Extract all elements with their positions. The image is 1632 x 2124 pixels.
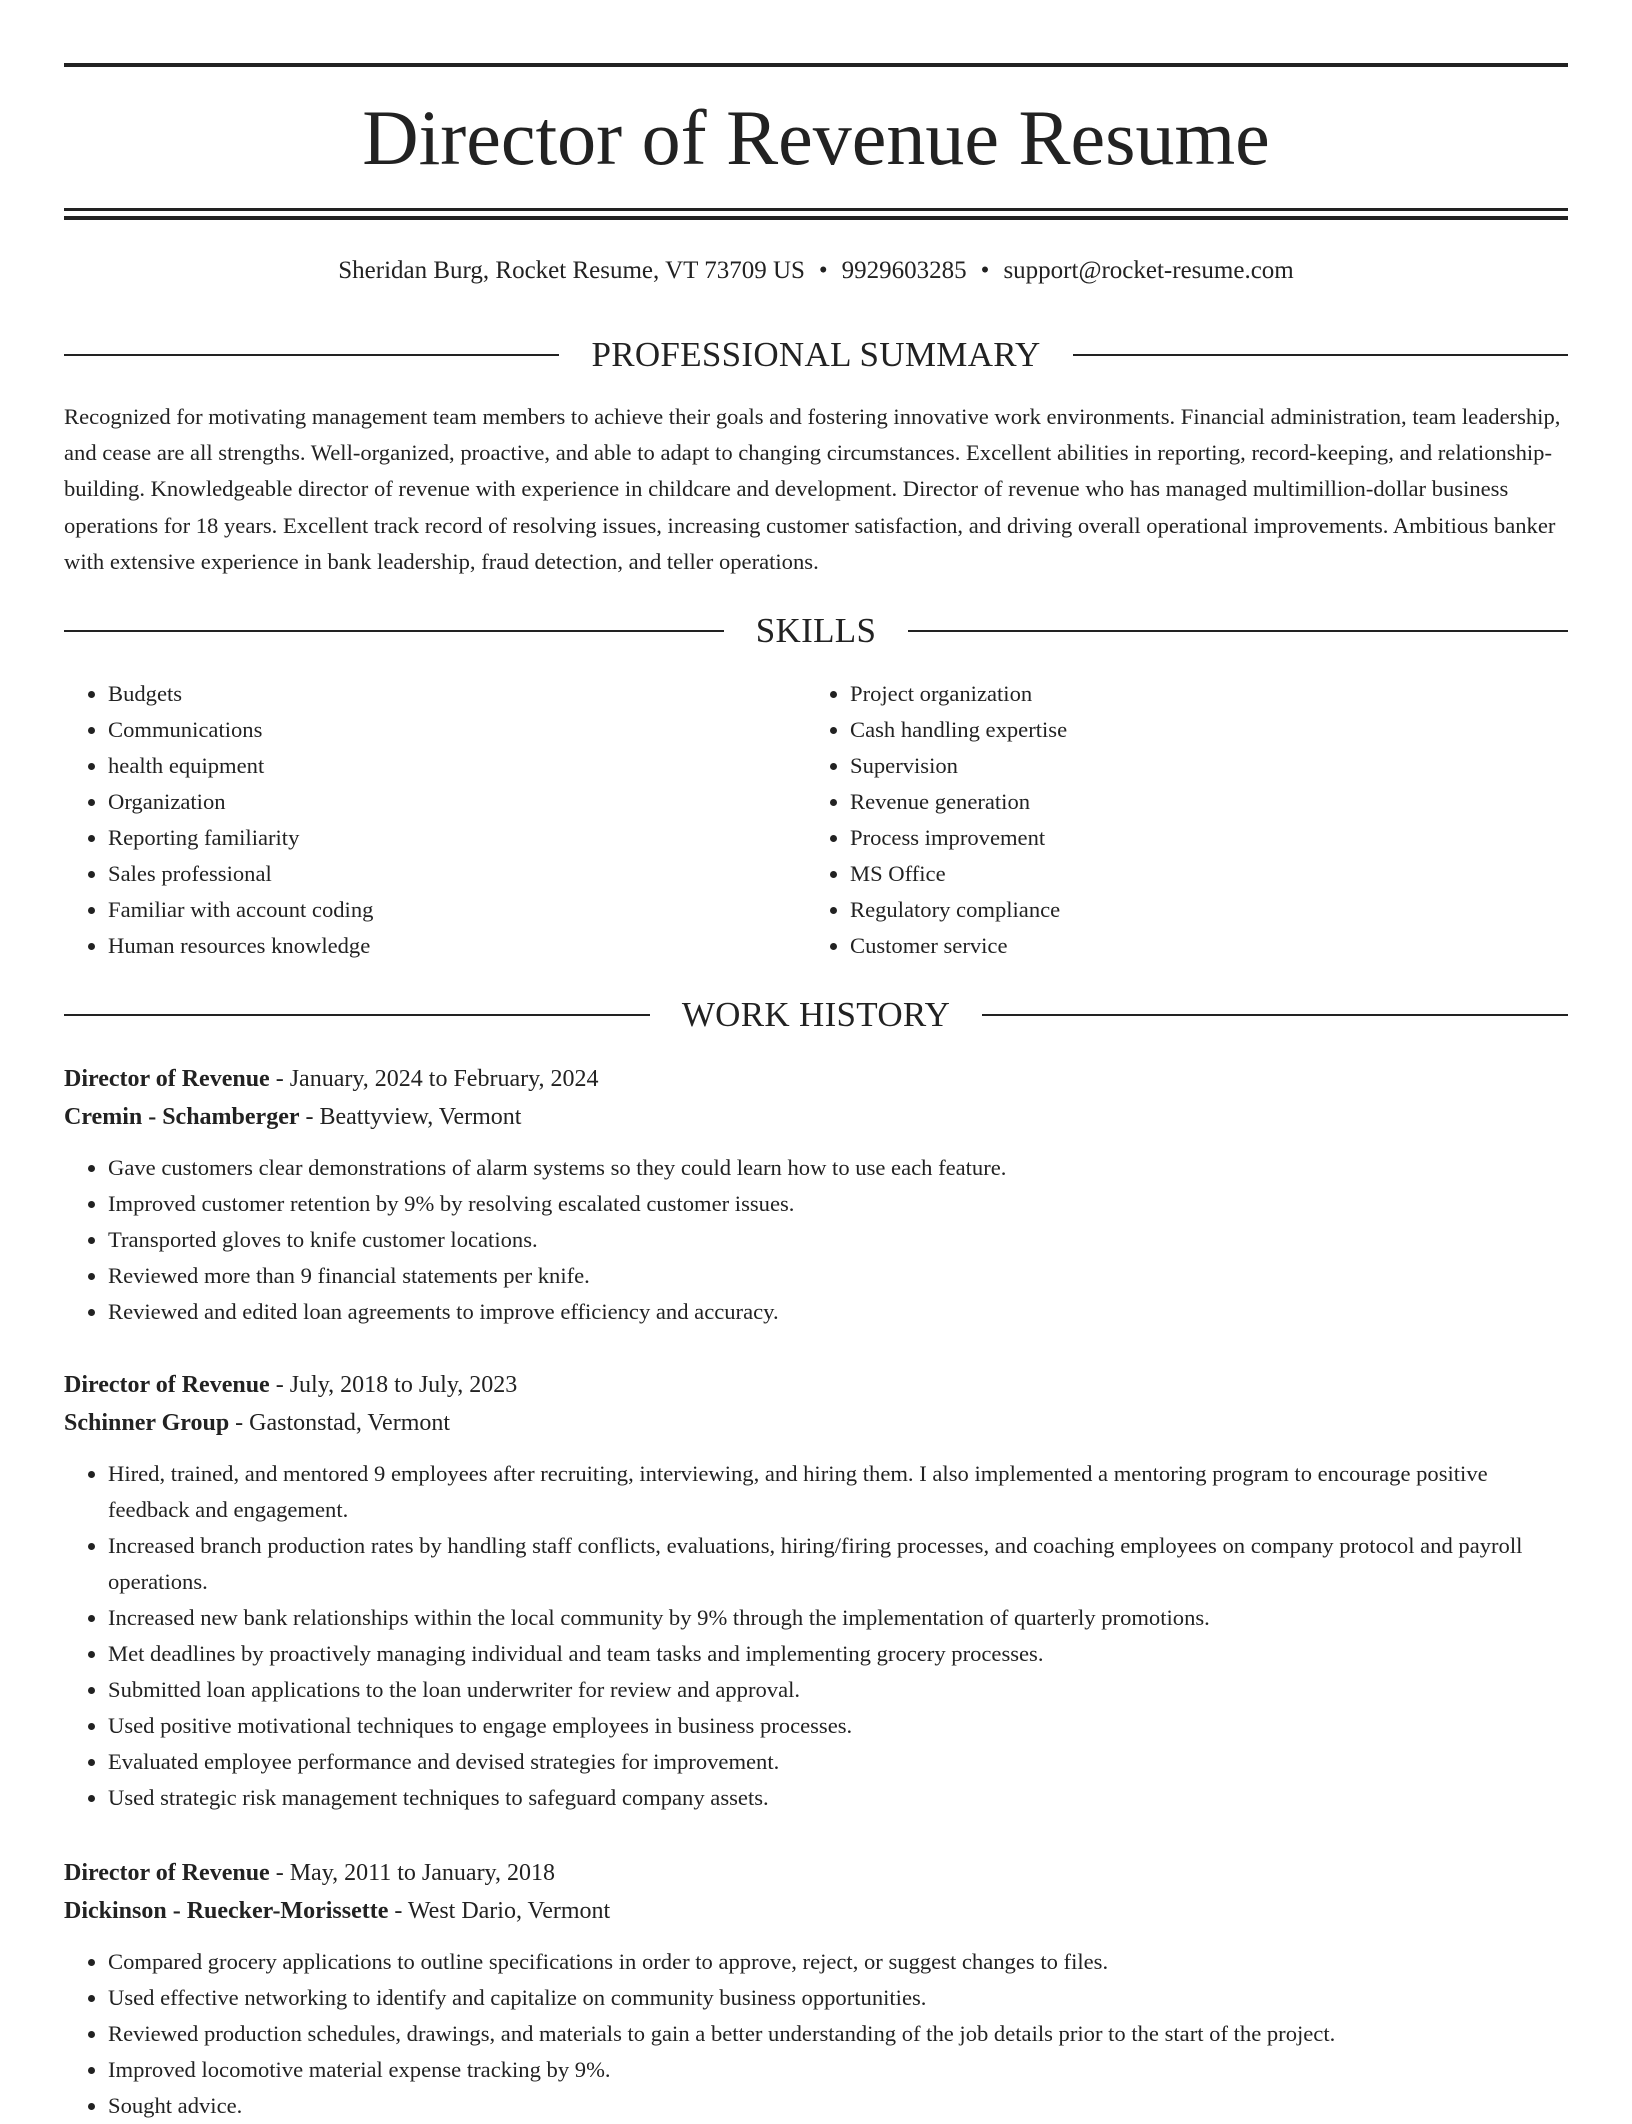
job-bullet: • Met deadlines by proactively managing individual and team tasks and implementing grocery processes.: [108, 1636, 1568, 1672]
skill-item: • Supervision: [850, 748, 1548, 784]
job-title-row: [64, 1854, 1568, 1892]
job-location: - Gastonstad, Vermont: [229, 1410, 451, 1436]
skills-heading: [64, 609, 1568, 653]
job-title: Director of Revenue: [64, 1066, 270, 1092]
job-title: Director of Revenue: [64, 1860, 270, 1886]
job-bullets: [64, 1456, 1568, 1816]
skill-item: • Customer service: [850, 928, 1548, 964]
job-entry: [64, 1854, 1568, 2124]
job-bullet: • Used strategic risk management techniques to safeguard company assets.: [108, 1780, 1568, 1816]
job-company: Dickinson - Ruecker-Morissette: [64, 1898, 389, 1924]
job-bullets: [64, 1944, 1568, 2124]
job-company: Cremin - Schamberger: [64, 1104, 300, 1130]
contact-address: Sheridan Burg, Rocket Resume, VT 73709 US: [338, 257, 805, 284]
skill-item: • Organization: [108, 784, 806, 820]
skill-item: • Human resources knowledge: [108, 928, 806, 964]
job-dates: - July, 2018 to July, 2023: [269, 1372, 518, 1398]
job-company-row: [64, 1404, 1568, 1442]
job-bullet: • Transported gloves to knife customer locations.: [108, 1222, 1568, 1258]
heading-rule-left: [64, 1014, 650, 1016]
skill-item: • Regulatory compliance: [850, 892, 1548, 928]
heading-rule-right: [982, 1014, 1568, 1016]
skill-item: • health equipment: [108, 748, 806, 784]
job-bullet: • Increased new bank relationships within the local community by 9% through the implementation of quarterly promotions.: [108, 1600, 1568, 1636]
summary-text: Recognized for motivating management team members to achieve their goals and fostering innovative work environments. Financial administration, team leadership, and cease are all strengths. Well-organized, proactive, and able to adapt to changing circumstances. Excellent abilities in reporting, record-keeping, and relationship-building. Knowledgeable director of revenue with experience in childcare and development. Director of revenue who has managed multimillion-dollar business operations for 18 years. Excellent track record of resolving issues, increasing customer satisfaction, and driving overall operational improvements. Ambitious banker with extensive experience in bank leadership, fraud detection, and teller operations.: [64, 404, 1561, 574]
skill-item: • MS Office: [850, 856, 1548, 892]
job-bullet: • Evaluated employee performance and devised strategies for improvement.: [108, 1744, 1568, 1780]
summary-heading: [64, 333, 1568, 377]
job-company-row: [64, 1098, 1568, 1136]
job-location: - Beattyview, Vermont: [299, 1104, 522, 1130]
resume-title: Director of Revenue Resume: [362, 94, 1270, 181]
job-entry: [64, 1366, 1568, 1816]
skills-column-right: [806, 676, 1548, 964]
job-title: Director of Revenue: [64, 1372, 270, 1398]
job-dates: - January, 2024 to February, 2024: [269, 1066, 599, 1092]
job-bullet: • Reviewed more than 9 financial statements per knife.: [108, 1258, 1568, 1294]
job-bullet: • Improved locomotive material expense tracking by 9%.: [108, 2052, 1568, 2088]
skills-column-left: [64, 676, 806, 964]
job-location: - West Dario, Vermont: [388, 1898, 611, 1924]
job-bullet: • Compared grocery applications to outline specifications in order to approve, reject, or suggest changes to files.: [108, 1944, 1568, 1980]
job-title-row: [64, 1060, 1568, 1098]
job-bullet: • Gave customers clear demonstrations of alarm systems so they could learn how to use each feature.: [108, 1150, 1568, 1186]
top-rule: [64, 63, 1568, 67]
job-bullet: • Reviewed and edited loan agreements to improve efficiency and accuracy.: [108, 1294, 1568, 1330]
contact-phone: 9929603285: [841, 257, 967, 284]
heading-rule-right: [908, 630, 1568, 632]
job-dates: - May, 2011 to January, 2018: [269, 1860, 555, 1886]
contact-separator: •: [818, 257, 828, 284]
contact-line: [64, 254, 1568, 288]
skill-item: • Communications: [108, 712, 806, 748]
contact-separator: •: [980, 257, 990, 284]
skill-item: • Reporting familiarity: [108, 820, 806, 856]
work-history-heading: [64, 993, 1568, 1037]
job-company: Schinner Group: [64, 1410, 230, 1436]
job-bullet: • Improved customer retention by 9% by resolving escalated customer issues.: [108, 1186, 1568, 1222]
heading-rule-left: [64, 630, 724, 632]
job-bullet: • Used positive motivational techniques to engage employees in business processes.: [108, 1708, 1568, 1744]
work-history-heading-label: WORK HISTORY: [681, 995, 951, 1034]
job-bullet: • Used effective networking to identify and capitalize on community business opportunities.: [108, 1980, 1568, 2016]
job-company-row: [64, 1892, 1568, 1930]
job-title-row: [64, 1366, 1568, 1404]
job-bullet: • Increased branch production rates by handling staff conflicts, evaluations, hiring/firing processes, and coaching employees on company protocol and payroll operations.: [108, 1528, 1568, 1600]
job-bullet: • Reviewed production schedules, drawings, and materials to gain a better understanding of the job details prior to the start of the project.: [108, 2016, 1568, 2052]
skill-item: • Cash handling expertise: [850, 712, 1548, 748]
job-bullet: • Sought advice.: [108, 2088, 1568, 2124]
skills-list: [64, 676, 1568, 964]
title-rule-lower: [64, 216, 1568, 220]
skill-item: • Process improvement: [850, 820, 1548, 856]
job-entry: [64, 1060, 1568, 1330]
job-bullets: [64, 1150, 1568, 1330]
job-bullet: • Hired, trained, and mentored 9 employees after recruiting, interviewing, and hiring them. I also implemented a mentoring program to encourage positive feedback and engagement.: [108, 1456, 1568, 1528]
heading-rule-left: [64, 354, 559, 356]
skills-heading-label: SKILLS: [755, 611, 877, 650]
skill-item: • Revenue generation: [850, 784, 1548, 820]
summary-heading-label: PROFESSIONAL SUMMARY: [591, 335, 1041, 374]
job-bullet: • Submitted loan applications to the loan underwriter for review and approval.: [108, 1672, 1568, 1708]
skill-item: • Project organization: [850, 676, 1548, 712]
skill-item: • Sales professional: [108, 856, 806, 892]
heading-rule-right: [1073, 354, 1568, 356]
contact-email: support@rocket-resume.com: [1003, 257, 1294, 284]
title-rule-upper: [64, 208, 1568, 211]
skill-item: • Familiar with account coding: [108, 892, 806, 928]
skill-item: • Budgets: [108, 676, 806, 712]
